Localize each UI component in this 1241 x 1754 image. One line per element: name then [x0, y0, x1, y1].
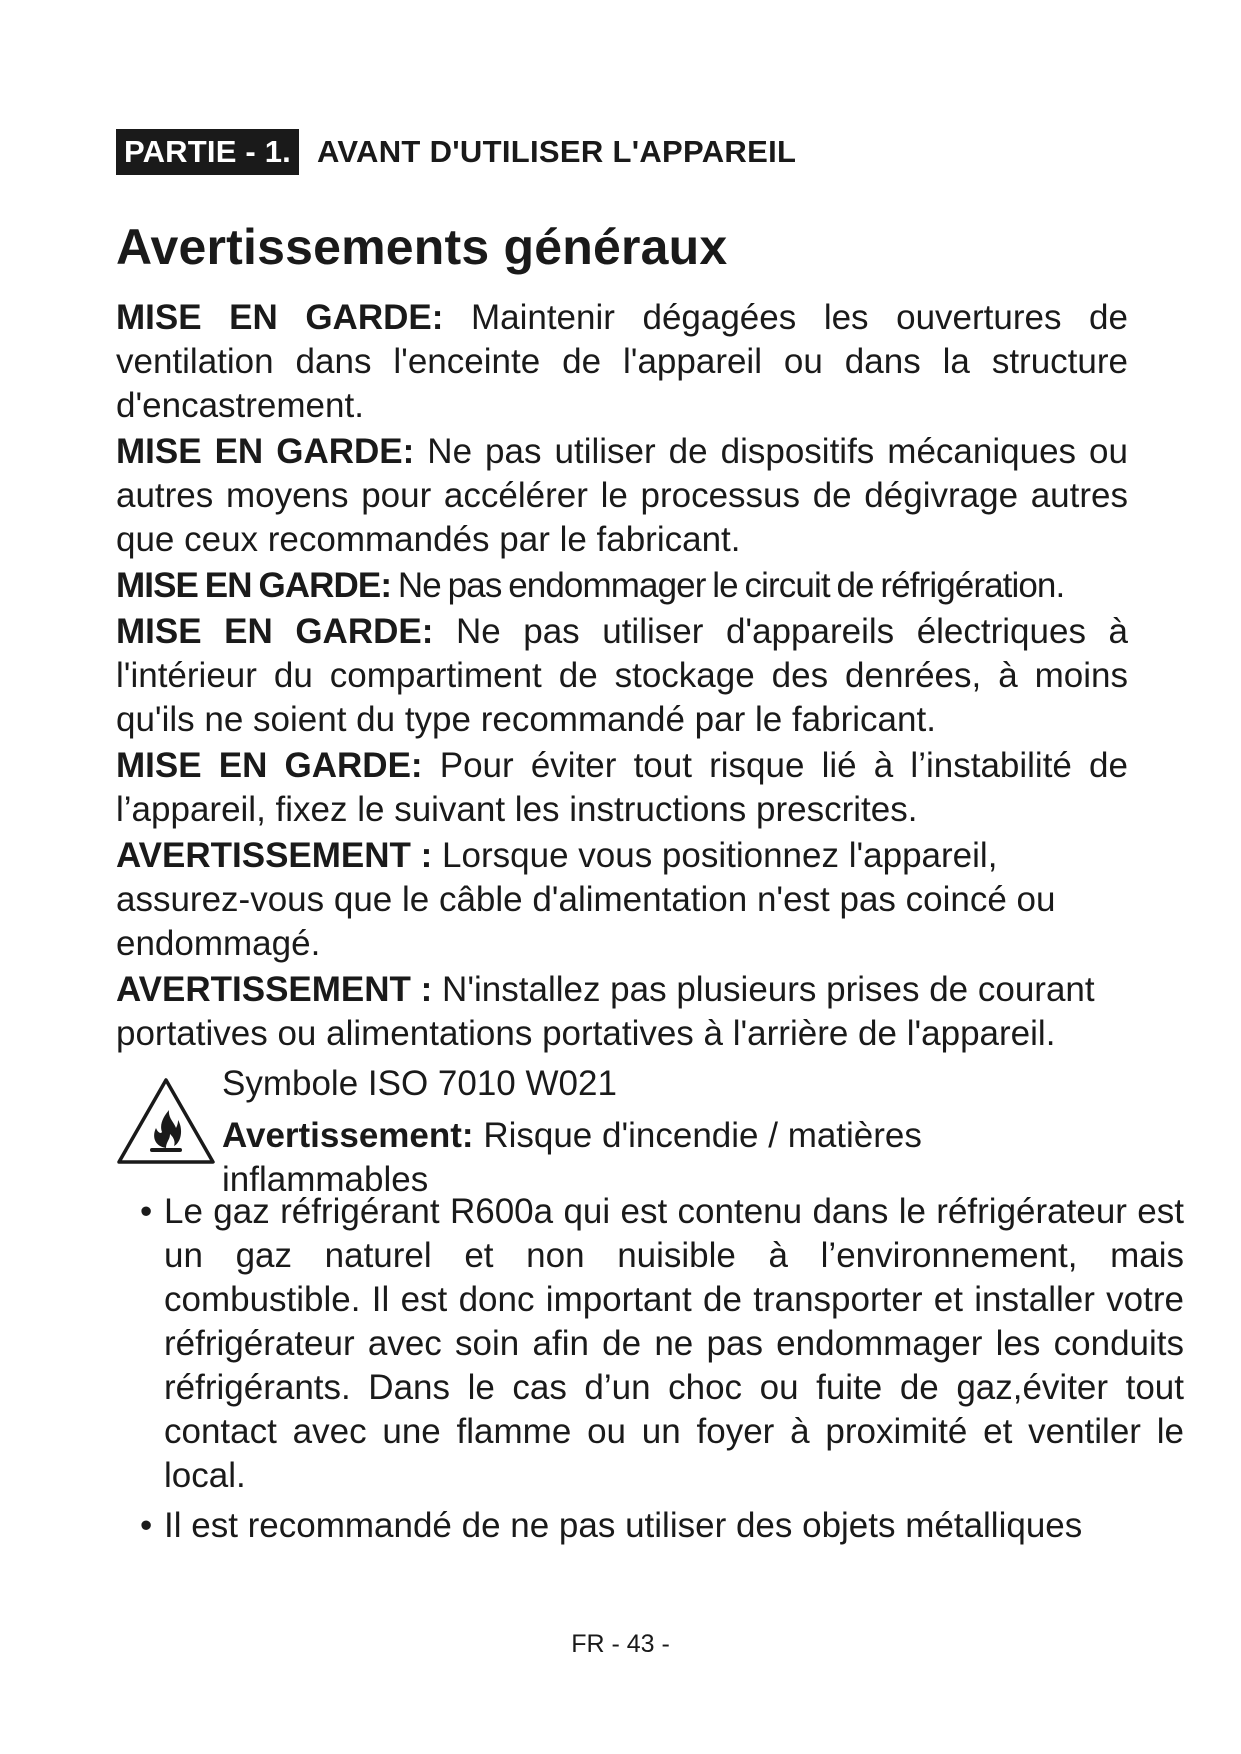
warning-text: Pour éviter tout risque lié à l’instabilité de l’appareil, fixez le suivant les instructions prescrites. — [116, 746, 1128, 829]
warning-text: Maintenir dégagées les ouvertures de ventilation dans l'enceinte de l'appareil ou dans la structure d'encastrement. — [116, 298, 1128, 425]
warning-lead: MISE EN GARDE: — [116, 746, 423, 785]
list-item — [116, 1190, 1184, 1498]
bullet-text: Il est recommandé de ne pas utiliser des objets métalliques — [164, 1506, 1083, 1545]
warning-paragraph-5 — [116, 744, 1128, 832]
list-item — [116, 1504, 1184, 1548]
warning-lead: MISE EN GARDE: — [116, 432, 415, 471]
warning-paragraph-1 — [116, 296, 1128, 428]
iso-symbol-block — [116, 1062, 1128, 1199]
warning-text: Lorsque vous positionnez l'appareil, assurez-vous que le câble d'alimentation n'est pas coincé ou endommagé. — [116, 836, 1056, 963]
warning-paragraph-3 — [116, 564, 1128, 608]
warnings-body — [116, 296, 1184, 1554]
warning-paragraph-4 — [116, 610, 1128, 742]
symbol-description — [222, 1062, 1102, 1202]
warning-lead: AVERTISSEMENT : — [116, 836, 433, 875]
warning-text: N'installez pas plusieurs prises de courant portatives ou alimentations portatives à l'arrière de l'appareil. — [116, 970, 1095, 1053]
bullet-text: Le gaz réfrigérant R600a qui est contenu dans le réfrigérateur est un gaz naturel et non nuisible à l’environnement, mais combustible. Il est donc important de transporter et installer votre réfrigérateur avec soin afin de ne pas endommager les conduits réfrigérants. Dans le cas d’un choc ou fuite de gaz,éviter tout contact avec une flamme ou un foyer à proximité et ventiler le local. — [164, 1192, 1184, 1495]
warning-text: Ne pas utiliser de dispositifs mécaniques ou autres moyens pour accélérer le processus de dégivrage autres que ceux recommandés par le fabricant. — [116, 432, 1128, 559]
symbol-code: Symbole ISO 7010 W021 — [222, 1064, 617, 1103]
warning-paragraph-6 — [116, 834, 1128, 966]
symbol-warning — [222, 1114, 1102, 1202]
warning-text: Ne pas endommager le circuit de réfrigération. — [391, 566, 1065, 605]
part-title: AVANT D'UTILISER L'APPAREIL — [316, 134, 797, 169]
warning-text: Ne pas utiliser d'appareils électriques à l'intérieur du compartiment de stockage des denrées, à moins qu'ils ne soient du type recommandé par le fabricant. — [116, 612, 1128, 739]
part-badge: PARTIE - 1. — [116, 129, 299, 175]
warning-lead: MISE EN GARDE: — [116, 566, 392, 605]
bullet-list — [116, 1190, 1184, 1548]
warning-lead: MISE EN GARDE: — [116, 298, 444, 337]
section-header — [116, 129, 796, 175]
bullet-dot: • — [140, 1192, 153, 1231]
warning-paragraph-7 — [116, 968, 1128, 1056]
warning-paragraph-2 — [116, 430, 1128, 562]
page-number: FR - 43 - — [571, 1630, 670, 1658]
symbol-warning-lead: Avertissement: — [222, 1116, 474, 1155]
bullet-dot: • — [140, 1506, 153, 1545]
warning-lead: MISE EN GARDE: — [116, 612, 434, 651]
page-title: Avertissements généraux — [116, 219, 728, 275]
symbol-warning-text: Risque d'incendie / matières inflammables — [222, 1116, 922, 1199]
fire-warning-triangle-icon — [116, 1076, 216, 1166]
warning-lead: AVERTISSEMENT : — [116, 970, 433, 1009]
